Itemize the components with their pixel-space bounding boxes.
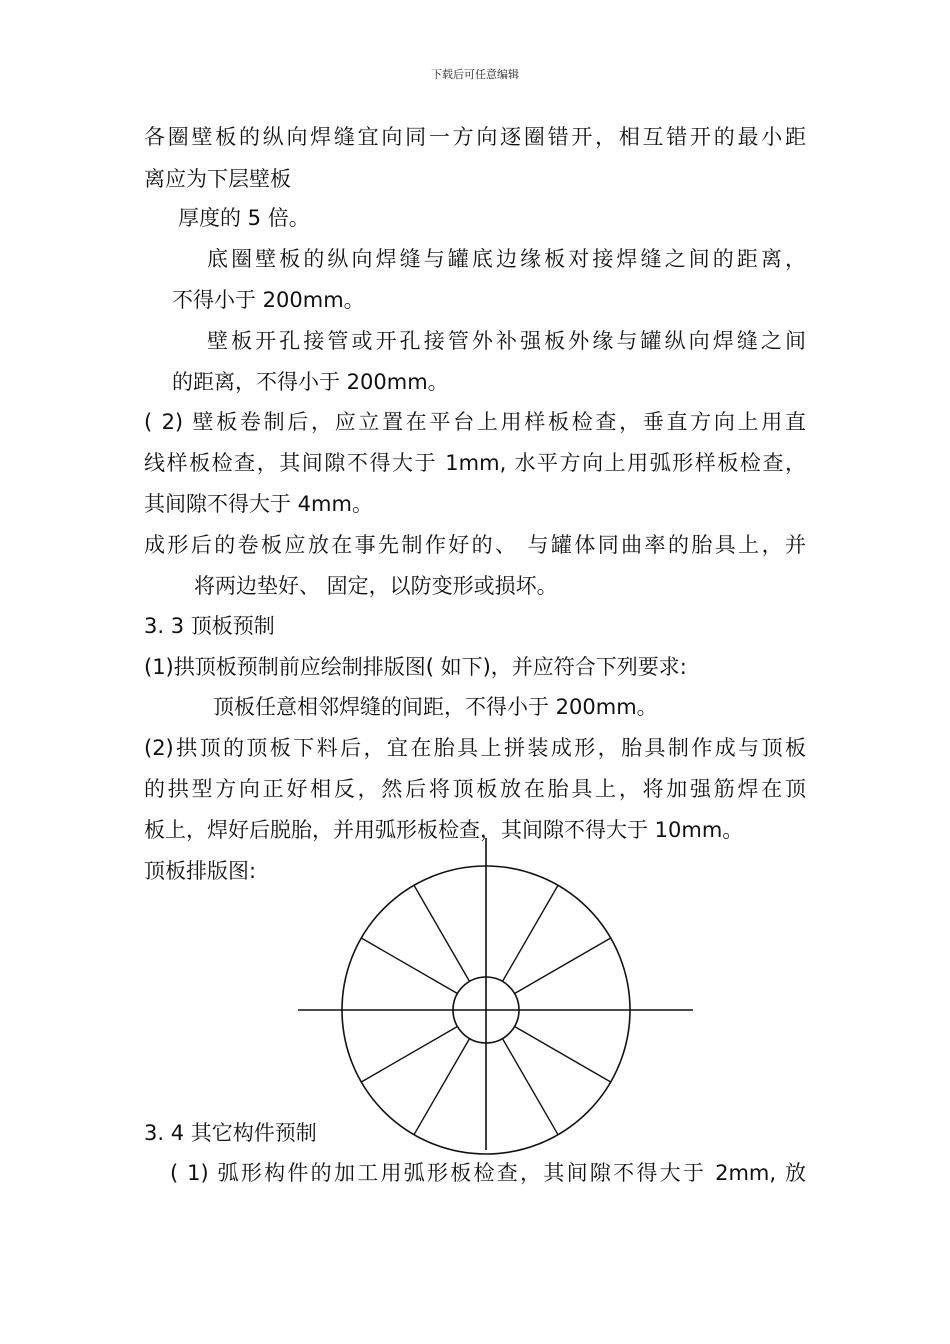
radial-seam-line	[515, 1027, 611, 1083]
section-heading: 3. 4 其它构件预制	[144, 1121, 317, 1145]
radial-seam-line	[414, 885, 470, 981]
text-line: 不得小于 200mm。	[172, 288, 365, 312]
text-line: 的拱型方向正好相反，然后将顶板放在胎具上，将加强筋焊在顶	[144, 777, 806, 801]
text-line: 的距离，不得小于 200mm。	[172, 370, 449, 394]
text-line: 成形后的卷板应放在事先制作好的、 与罐体同曲率的胎具上，并	[144, 533, 806, 557]
section-heading: 3. 3 顶板预制	[144, 614, 275, 638]
text-line: 其间隙不得大于 4mm。	[144, 492, 373, 516]
text-line: 壁板开孔接管或开孔接管外补强板外缘与罐纵向焊缝之间	[207, 329, 806, 353]
radial-seam-line	[361, 938, 457, 994]
text-line: 板上，焊好后脱胎，并用弧形板检查，其间隙不得大于 10mm。	[144, 818, 744, 842]
text-line: ( 2) 壁板卷制后，应立置在平台上用样板检查，垂直方向上用直	[144, 410, 806, 434]
text-line: 各圈壁板的纵向焊缝宜向同一方向逐圈错开，相互错开的最小距	[144, 125, 806, 149]
radial-seam-line	[414, 1039, 470, 1135]
text-line: 底圈壁板的纵向焊缝与罐底边缘板对接焊缝之间的距离，	[207, 247, 806, 271]
text-line: 顶板任意相邻焊缝的间距，不得小于 200mm。	[213, 695, 658, 719]
text-line: 线样板检查，其间隙不得大于 1mm, 水平方向上用弧形样板检查，	[144, 451, 806, 475]
radial-seam-line	[503, 885, 559, 981]
radial-seam-line	[361, 1027, 457, 1083]
figure-caption: 顶板排版图:	[144, 859, 257, 883]
text-line: (2)拱顶的顶板下料后，宜在胎具上拼装成形，胎具制作成与顶板	[144, 736, 806, 760]
text-line: 将两边垫好、 固定，以防变形或损坏。	[194, 574, 558, 598]
page-header: 下载后可任意编辑	[431, 68, 519, 81]
text-line: ( 1) 弧形构件的加工用弧形板检查，其间隙不得大于 2mm, 放	[170, 1161, 806, 1185]
radial-seam-line	[515, 938, 611, 994]
radial-seam-line	[503, 1039, 559, 1135]
text-line: 厚度的 5 倍。	[178, 206, 310, 230]
text-line: (1)拱顶板预制前应绘制排版图( 如下)，并应符合下列要求:	[144, 655, 687, 679]
text-line: 离应为下层壁板	[144, 167, 291, 191]
